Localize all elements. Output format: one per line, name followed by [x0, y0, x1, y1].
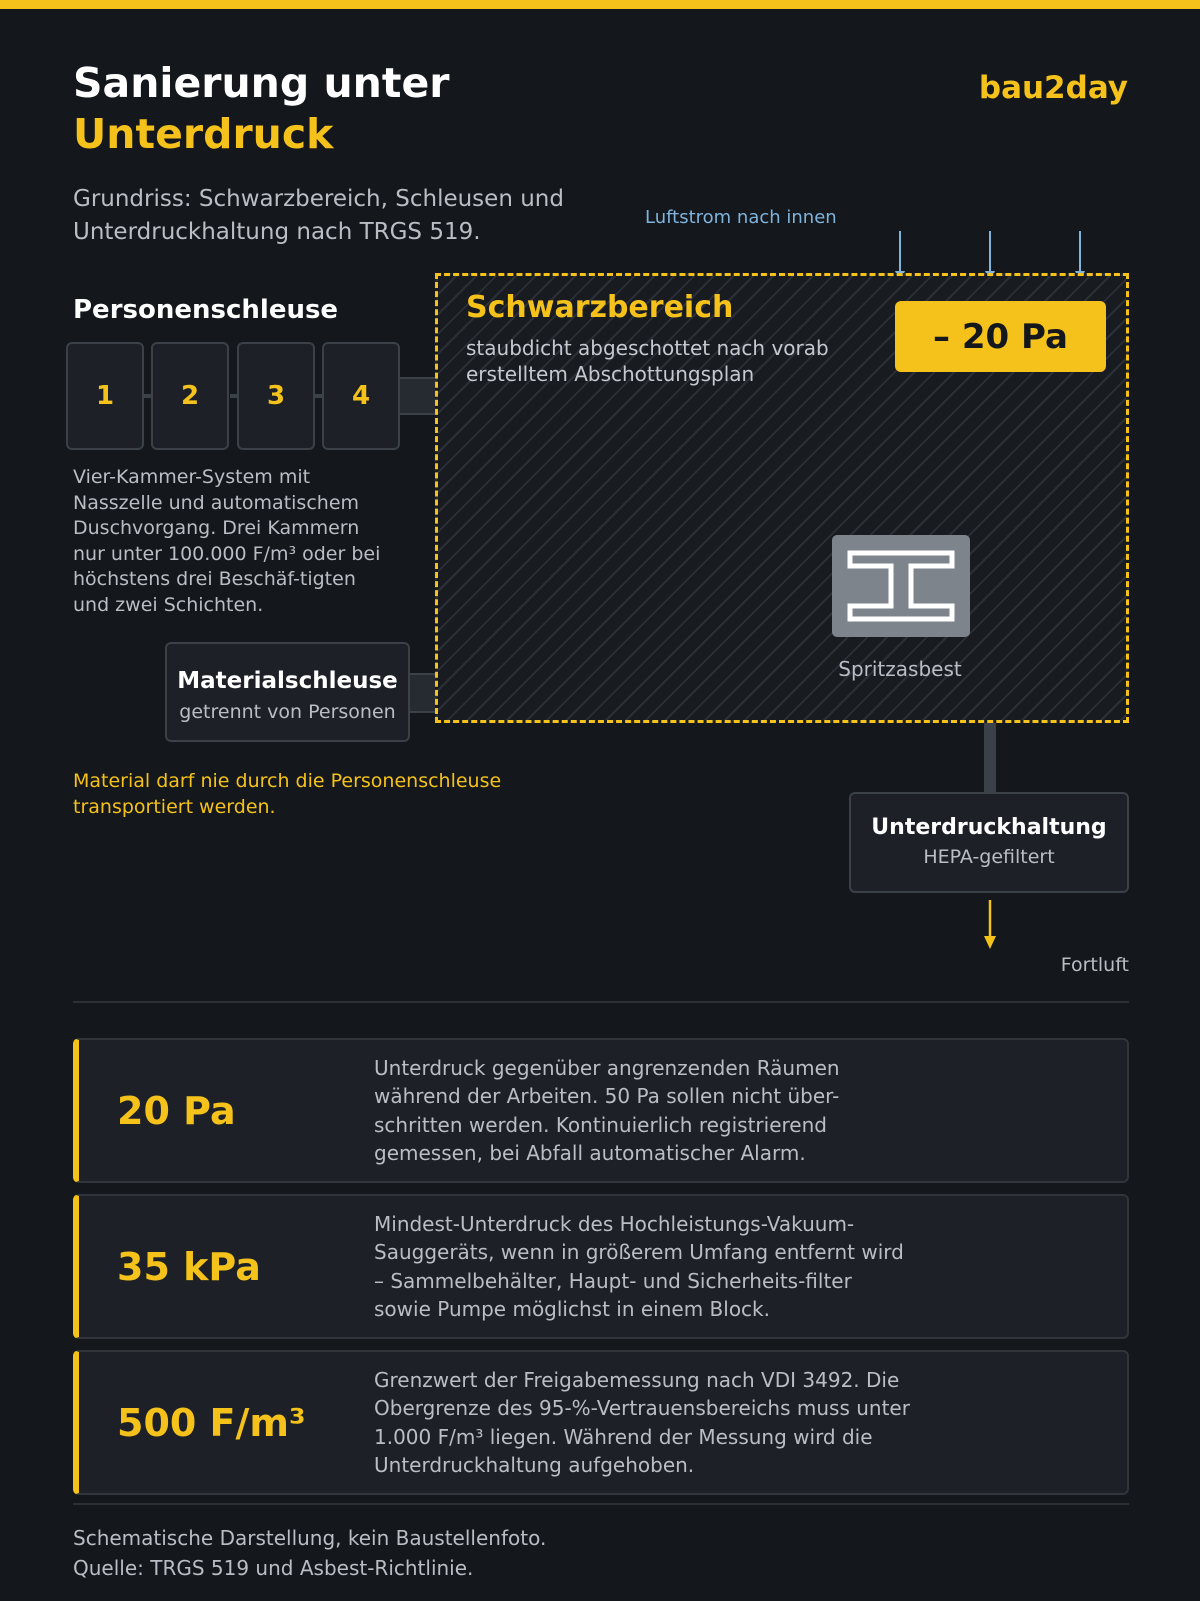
black-zone-title: Schwarzbereich — [466, 290, 734, 325]
negative-pressure-unit — [849, 792, 1129, 893]
stat-card — [73, 1194, 1129, 1339]
pressure-badge: – 20 Pa — [895, 301, 1106, 372]
stat-value: 500 F/m³ — [117, 1400, 306, 1445]
exhaust-label: Fortluft — [1060, 954, 1129, 976]
exhaust-arrow-icon — [983, 900, 997, 950]
stat-description: Unterdruck gegenüber angrenzenden Räumen während der Arbeiten. 50 Pa sollen nicht über-schritten werden. Kontinuierlich registrierend gemessen, bei Abfall automatischer Alarm. — [374, 1055, 840, 1165]
footer-source: Quelle: TRGS 519 und Asbest-Richtlinie. — [73, 1556, 474, 1580]
material-lock-subtitle: getrennt von Personen — [179, 701, 396, 723]
chamber-3: 3 — [237, 342, 315, 450]
i-beam-icon — [832, 535, 970, 637]
stat-card — [73, 1350, 1129, 1495]
asbestos-label: Spritzasbest — [838, 657, 962, 681]
personnel-lock-description: Vier-Kammer-System mit Nasszelle und automatischem Duschvorgang. Drei Kammern nur unter 100.000 F/m³ oder bei höchstens drei Beschäf-tigten und zwei Schichten. — [73, 466, 381, 616]
personnel-lock-heading: Personenschleuse — [73, 295, 339, 325]
stat-description: Grenzwert der Freigabemessung nach VDI 3492. Die Obergrenze des 95-%-Vertrauensbereichs muss unter 1.000 F/m³ liegen. Während der Messung wird die Unterdruckhaltung aufgehoben. — [374, 1367, 910, 1477]
page-subtitle: Grundriss: Schwarzbereich, Schleusen und Unterdruckhaltung nach TRGS 519. — [73, 186, 564, 245]
material-lock-title: Materialschleuse — [177, 668, 398, 694]
chamber-4: 4 — [322, 342, 400, 450]
footer — [73, 1523, 973, 1583]
airflow-label: Luftstrom nach innen — [645, 207, 837, 228]
asbestos-icon-box — [832, 535, 970, 637]
title-line-1: Sanierung unter — [73, 59, 450, 107]
material-lock-connector — [406, 673, 438, 713]
negative-pressure-title: Unterdruckhaltung — [871, 815, 1107, 840]
stat-card — [73, 1038, 1129, 1183]
footer-note: Schematische Darstellung, kein Baustellenfoto. — [73, 1526, 547, 1550]
brand-logo: bau2day — [978, 70, 1128, 106]
divider — [73, 1001, 1129, 1003]
stat-value: 35 kPa — [117, 1244, 261, 1289]
chamber-1: 1 — [66, 342, 144, 450]
top-accent-bar — [0, 0, 1200, 9]
personnel-lock-connector — [398, 377, 438, 415]
page-title — [73, 58, 449, 160]
material-warning: Material darf nie durch die Personenschleuse transportiert werden. — [73, 770, 502, 818]
stat-description: Mindest-Unterdruck des Hochleistungs-Vakuum-Sauggeräts, wenn in größerem Umfang entfernt wird – Sammelbehälter, Haupt- und Sicherheits-filter sowie Pumpe möglichst in einem Block. — [374, 1211, 904, 1321]
title-line-2: Unterdruck — [73, 110, 334, 158]
stat-value: 20 Pa — [117, 1088, 236, 1133]
chamber-2: 2 — [151, 342, 229, 450]
divider — [73, 1503, 1129, 1505]
exhaust-duct — [984, 723, 996, 793]
black-zone-description: staubdicht abgeschottet nach vorab erstelltem Abschottungsplan — [466, 336, 829, 386]
negative-pressure-subtitle: HEPA-gefiltert — [923, 846, 1055, 868]
material-lock — [165, 642, 410, 742]
